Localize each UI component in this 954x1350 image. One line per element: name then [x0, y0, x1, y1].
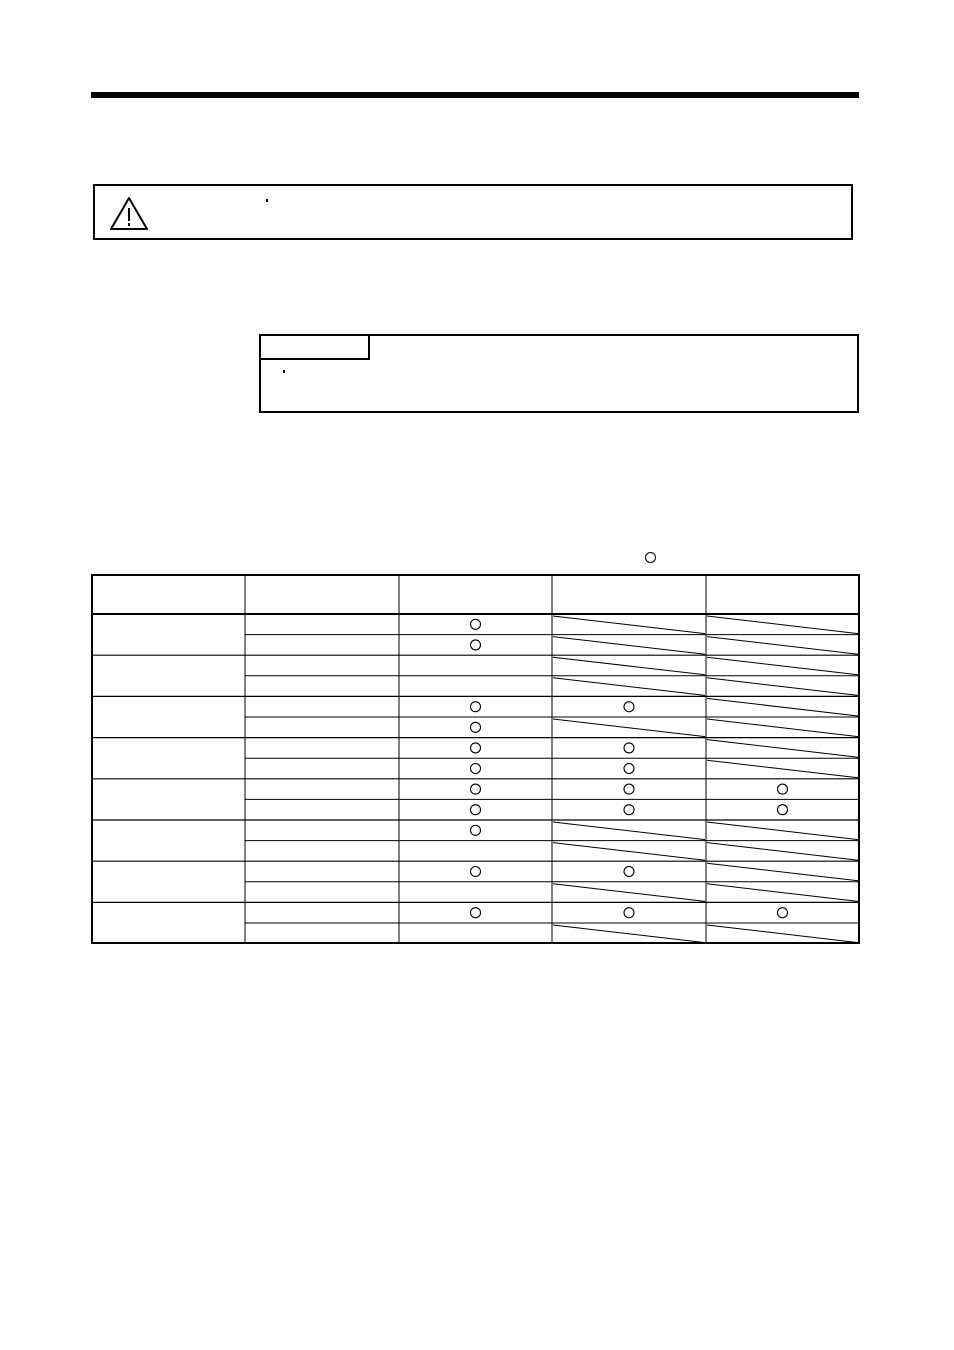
legend-circle-icon	[645, 552, 656, 563]
diagonal-slash	[707, 698, 858, 716]
circle-mark-icon	[471, 825, 481, 835]
diagonal-slash	[707, 740, 858, 758]
diagonal-slash	[553, 719, 705, 737]
diagonal-slash	[553, 843, 705, 861]
diagonal-slash	[553, 657, 705, 675]
diagonal-slash	[707, 616, 858, 634]
diagonal-slash	[707, 678, 858, 696]
diagonal-slash	[707, 884, 858, 902]
diagonal-slash	[707, 843, 858, 861]
circle-mark-icon	[471, 702, 481, 712]
point-bullet	[283, 370, 285, 373]
diagonal-slash	[707, 925, 858, 943]
circle-mark-icon	[624, 867, 634, 877]
table-grid	[91, 574, 860, 944]
diagonal-slash	[707, 637, 858, 655]
diagonal-slash	[707, 760, 858, 778]
diagonal-slash	[553, 884, 705, 902]
circle-mark-icon	[471, 908, 481, 918]
circle-mark-icon	[471, 743, 481, 753]
circle-mark-icon	[471, 805, 481, 815]
diagonal-slash	[553, 822, 705, 840]
circle-mark-icon	[778, 908, 788, 918]
circle-mark-icon	[778, 784, 788, 794]
circle-mark-icon	[624, 805, 634, 815]
diagonal-slash	[707, 657, 858, 675]
circle-mark-icon	[471, 722, 481, 732]
circle-mark-icon	[624, 764, 634, 774]
circle-mark-icon	[471, 867, 481, 877]
point-box-tab	[261, 336, 370, 360]
circle-mark-icon	[471, 640, 481, 650]
circle-mark-icon	[471, 619, 481, 629]
diagonal-slash	[553, 925, 705, 943]
warning-triangle-icon	[109, 196, 149, 232]
circle-mark-icon	[471, 784, 481, 794]
circle-mark-icon	[778, 805, 788, 815]
caution-bullet	[266, 199, 268, 202]
compatibility-table	[91, 574, 860, 944]
diagonal-slash	[553, 678, 705, 696]
circle-mark-icon	[624, 784, 634, 794]
circle-mark-icon	[624, 702, 634, 712]
diagonal-slash	[553, 637, 705, 655]
diagonal-slash	[707, 863, 858, 881]
diagonal-slash	[707, 822, 858, 840]
circle-mark-icon	[624, 908, 634, 918]
point-box	[259, 334, 859, 413]
top-rule	[91, 92, 859, 98]
diagonal-slash	[707, 719, 858, 737]
circle-mark-icon	[624, 743, 634, 753]
circle-mark-icon	[471, 764, 481, 774]
caution-box	[93, 184, 853, 240]
diagonal-slash	[553, 616, 705, 634]
